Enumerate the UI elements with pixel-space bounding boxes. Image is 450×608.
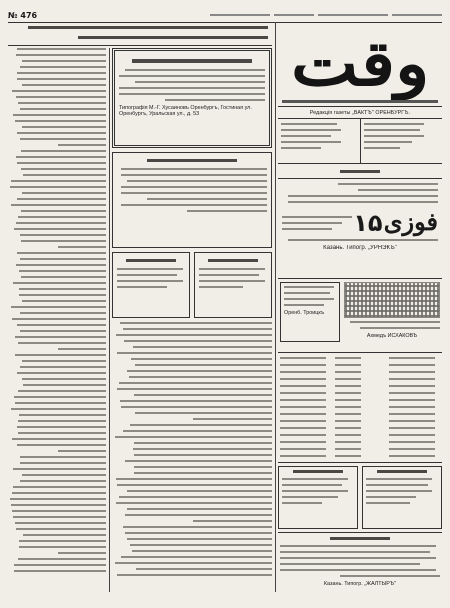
text-line <box>19 540 106 542</box>
text-line <box>134 394 272 396</box>
text-line <box>21 168 106 170</box>
text-line <box>11 180 106 182</box>
text-line <box>115 436 272 438</box>
text-line <box>17 426 106 428</box>
text-line <box>17 372 106 374</box>
text-line <box>127 370 272 372</box>
text-line <box>17 324 106 326</box>
book-list-entry <box>280 427 326 429</box>
book-list-entry <box>389 427 435 429</box>
book-list-entry <box>389 357 435 359</box>
text-line <box>132 550 272 552</box>
text-line <box>14 228 106 230</box>
text-line <box>10 186 106 188</box>
text-line <box>134 454 272 456</box>
text-line <box>21 240 106 242</box>
text-line <box>121 406 272 408</box>
text-line <box>12 492 106 494</box>
text-line <box>23 174 106 176</box>
book-list-entry <box>280 448 326 450</box>
text-line <box>116 502 272 504</box>
book-list-entry <box>389 371 435 373</box>
text-line <box>133 448 272 450</box>
text-line <box>11 204 106 206</box>
book-list-entry <box>280 392 326 394</box>
text-line <box>123 328 272 330</box>
book-list-entry <box>389 406 435 408</box>
book-list-entry <box>335 441 361 443</box>
text-line <box>58 450 106 452</box>
subscription-foreign <box>360 119 443 163</box>
book-list-entry <box>335 378 361 380</box>
text-line <box>123 526 272 528</box>
printing-house-address: Типографія М.-Г. Хусаиновъ Оренбургъ, Гостиная ул. <box>119 105 252 111</box>
text-line <box>15 402 106 404</box>
text-line <box>12 318 106 320</box>
text-line <box>20 258 106 260</box>
top-info-strip <box>8 8 442 23</box>
text-line <box>16 528 106 530</box>
text-line <box>193 418 272 420</box>
text-line <box>19 414 106 416</box>
fauzi-price: ۱۵ <box>353 209 383 237</box>
fauzi-press-address: Казань. Типогр. „УРНЭКЪ" <box>323 245 397 251</box>
text-line <box>17 48 106 50</box>
book-list-entry <box>280 385 326 387</box>
text-line <box>135 364 272 366</box>
text-line <box>20 330 106 332</box>
printing-house-address-2: Оренбургъ, Уральская ул., д. 53 <box>119 111 200 117</box>
text-line <box>125 460 272 462</box>
text-line <box>11 306 106 308</box>
book-list-entry <box>280 357 326 359</box>
text-line <box>127 490 272 492</box>
text-line <box>16 54 106 56</box>
text-line <box>134 442 272 444</box>
middle-notice <box>112 152 272 248</box>
bookseller-ornamental-title <box>344 282 440 318</box>
text-line <box>131 358 272 360</box>
issue-number: № 476 <box>8 10 38 20</box>
text-line <box>58 246 106 248</box>
book-list-entry <box>389 441 435 443</box>
text-line <box>22 84 106 86</box>
text-line <box>58 144 106 146</box>
text-line <box>130 424 272 426</box>
text-line <box>127 538 272 540</box>
book-list-entry <box>389 385 435 387</box>
text-line <box>20 138 106 140</box>
text-line <box>16 156 106 158</box>
book-list-entry <box>389 434 435 436</box>
book-list-entry <box>335 364 361 366</box>
book-list-entry <box>335 413 361 415</box>
text-line <box>119 496 272 498</box>
text-line <box>58 348 106 350</box>
text-line <box>20 366 106 368</box>
text-line <box>19 288 106 290</box>
text-line <box>121 556 272 558</box>
text-line <box>116 334 272 336</box>
newspaper-page <box>8 8 442 592</box>
column-rule-left <box>109 48 110 592</box>
text-line <box>115 562 272 564</box>
text-line <box>133 346 272 348</box>
text-line <box>22 126 106 128</box>
book-list-entry <box>280 406 326 408</box>
text-line <box>15 120 106 122</box>
book-list-entry <box>280 441 326 443</box>
text-line <box>22 192 106 194</box>
text-line <box>13 486 106 488</box>
text-line <box>117 574 272 576</box>
book-list-entry <box>280 378 326 380</box>
text-line <box>127 508 272 510</box>
text-line <box>16 96 106 98</box>
text-line <box>14 570 106 572</box>
text-line <box>130 544 272 546</box>
text-line <box>18 558 106 560</box>
text-line <box>123 430 272 432</box>
book-list-entry <box>280 413 326 415</box>
doctor-ad-right <box>194 252 272 318</box>
right-column <box>278 22 442 592</box>
top-headline-band <box>8 24 272 46</box>
text-line <box>11 504 106 506</box>
book-list-entry <box>389 378 435 380</box>
middle-column-article <box>112 322 272 592</box>
text-line <box>120 322 272 324</box>
text-line <box>22 378 106 380</box>
book-list-entry <box>280 420 326 422</box>
book-list-grid <box>280 357 440 463</box>
text-line <box>16 222 106 224</box>
text-line <box>17 252 106 254</box>
text-line <box>134 466 272 468</box>
book-list-entry <box>389 399 435 401</box>
column-rule-right <box>275 22 276 592</box>
book-list-entry <box>389 448 435 450</box>
text-line <box>18 390 106 392</box>
text-line <box>17 72 106 74</box>
book-list-entry <box>280 399 326 401</box>
masthead <box>278 22 442 107</box>
text-line <box>22 60 106 62</box>
text-line <box>18 102 106 104</box>
text-line <box>10 498 106 500</box>
text-line <box>20 480 106 482</box>
announcement-header <box>278 164 442 179</box>
text-line <box>19 270 106 272</box>
text-line <box>12 510 106 512</box>
text-line <box>14 396 106 398</box>
middle-column <box>112 48 272 592</box>
text-line <box>23 384 106 386</box>
text-line <box>17 198 106 200</box>
doctor-ad-1 <box>278 466 358 529</box>
text-line <box>18 342 106 344</box>
bottom-ad-address: Казань. Типогр. „ЖАЛТЫРЪ" <box>323 581 397 587</box>
book-list-entry <box>280 371 326 373</box>
text-line <box>135 412 272 414</box>
text-line <box>23 534 106 536</box>
text-line <box>19 294 106 296</box>
masthead-logo: وقت <box>290 27 430 100</box>
bottom-ad <box>278 533 442 592</box>
book-list-entry <box>280 364 326 366</box>
book-list-entry <box>335 371 361 373</box>
text-line <box>193 520 272 522</box>
editor-address: Редакція газеты „ВАКТЪ" ОРЕНБУРГЪ. <box>309 110 411 116</box>
text-line <box>17 444 106 446</box>
text-line <box>124 340 272 342</box>
text-line <box>21 150 106 152</box>
text-line <box>117 352 272 354</box>
issue-date-line <box>210 14 442 16</box>
text-line <box>20 462 106 464</box>
fauzi-book-ad <box>278 179 442 279</box>
book-list-entry <box>280 455 326 457</box>
text-line <box>119 382 272 384</box>
text-line <box>17 132 106 134</box>
bookseller-name: Ахмедъ ИСХАКОВЪ <box>366 333 418 339</box>
text-line <box>19 546 106 548</box>
text-line <box>20 456 106 458</box>
book-list-entry <box>389 420 435 422</box>
book-list-entry <box>335 448 361 450</box>
text-line <box>58 552 106 554</box>
book-list-entry <box>335 455 361 457</box>
text-line <box>21 210 106 212</box>
text-line <box>20 234 106 236</box>
text-line <box>22 474 106 476</box>
text-line <box>22 300 106 302</box>
book-list-entry <box>335 399 361 401</box>
book-list-entry <box>389 455 435 457</box>
book-list-entry <box>335 357 361 359</box>
book-list-entry <box>335 406 361 408</box>
book-list-entry <box>389 364 435 366</box>
text-line <box>134 472 272 474</box>
text-line <box>13 282 106 284</box>
text-line <box>17 162 106 164</box>
text-line <box>17 78 106 80</box>
text-line <box>14 564 106 566</box>
text-line <box>116 478 272 480</box>
doctor-ad-2 <box>362 466 442 529</box>
text-line <box>15 336 106 338</box>
book-list-entry <box>389 392 435 394</box>
subscription-prices <box>278 118 442 164</box>
text-line <box>20 66 106 68</box>
left-column-article <box>8 48 106 572</box>
text-line <box>15 354 106 356</box>
text-line <box>22 360 106 362</box>
fauzi-title: فوزی <box>383 207 438 236</box>
text-line <box>117 484 272 486</box>
text-line <box>125 532 272 534</box>
text-line <box>18 420 106 422</box>
doctor-ads-row <box>278 463 442 533</box>
text-line <box>125 514 272 516</box>
book-list-entry <box>389 413 435 415</box>
text-line <box>12 438 106 440</box>
text-line <box>15 522 106 524</box>
text-line <box>20 108 106 110</box>
masthead-subtitle <box>282 100 438 103</box>
book-list-entry <box>280 434 326 436</box>
text-line <box>117 388 272 390</box>
text-line <box>136 568 272 570</box>
text-line <box>129 376 272 378</box>
subscription-domestic <box>278 119 360 163</box>
printing-house-ad <box>112 48 272 148</box>
book-price-list <box>278 353 442 463</box>
text-line <box>16 264 106 266</box>
text-line <box>13 468 106 470</box>
bookseller-ad <box>278 279 442 353</box>
doctor-ad-left <box>112 252 190 318</box>
text-line <box>12 90 106 92</box>
text-line <box>120 400 272 402</box>
book-list-entry <box>335 385 361 387</box>
left-column <box>8 48 106 592</box>
text-line <box>11 408 106 410</box>
book-list-entry <box>335 420 361 422</box>
text-line <box>18 432 106 434</box>
book-list-entry <box>335 434 361 436</box>
book-list-entry <box>335 392 361 394</box>
bookseller-city: Оренб. Троицкъ <box>284 310 325 316</box>
book-list-entry <box>335 427 361 429</box>
text-line <box>13 516 106 518</box>
text-line <box>20 312 106 314</box>
bookseller-side-box <box>280 282 340 342</box>
text-line <box>21 276 106 278</box>
text-line <box>13 114 106 116</box>
text-line <box>18 216 106 218</box>
